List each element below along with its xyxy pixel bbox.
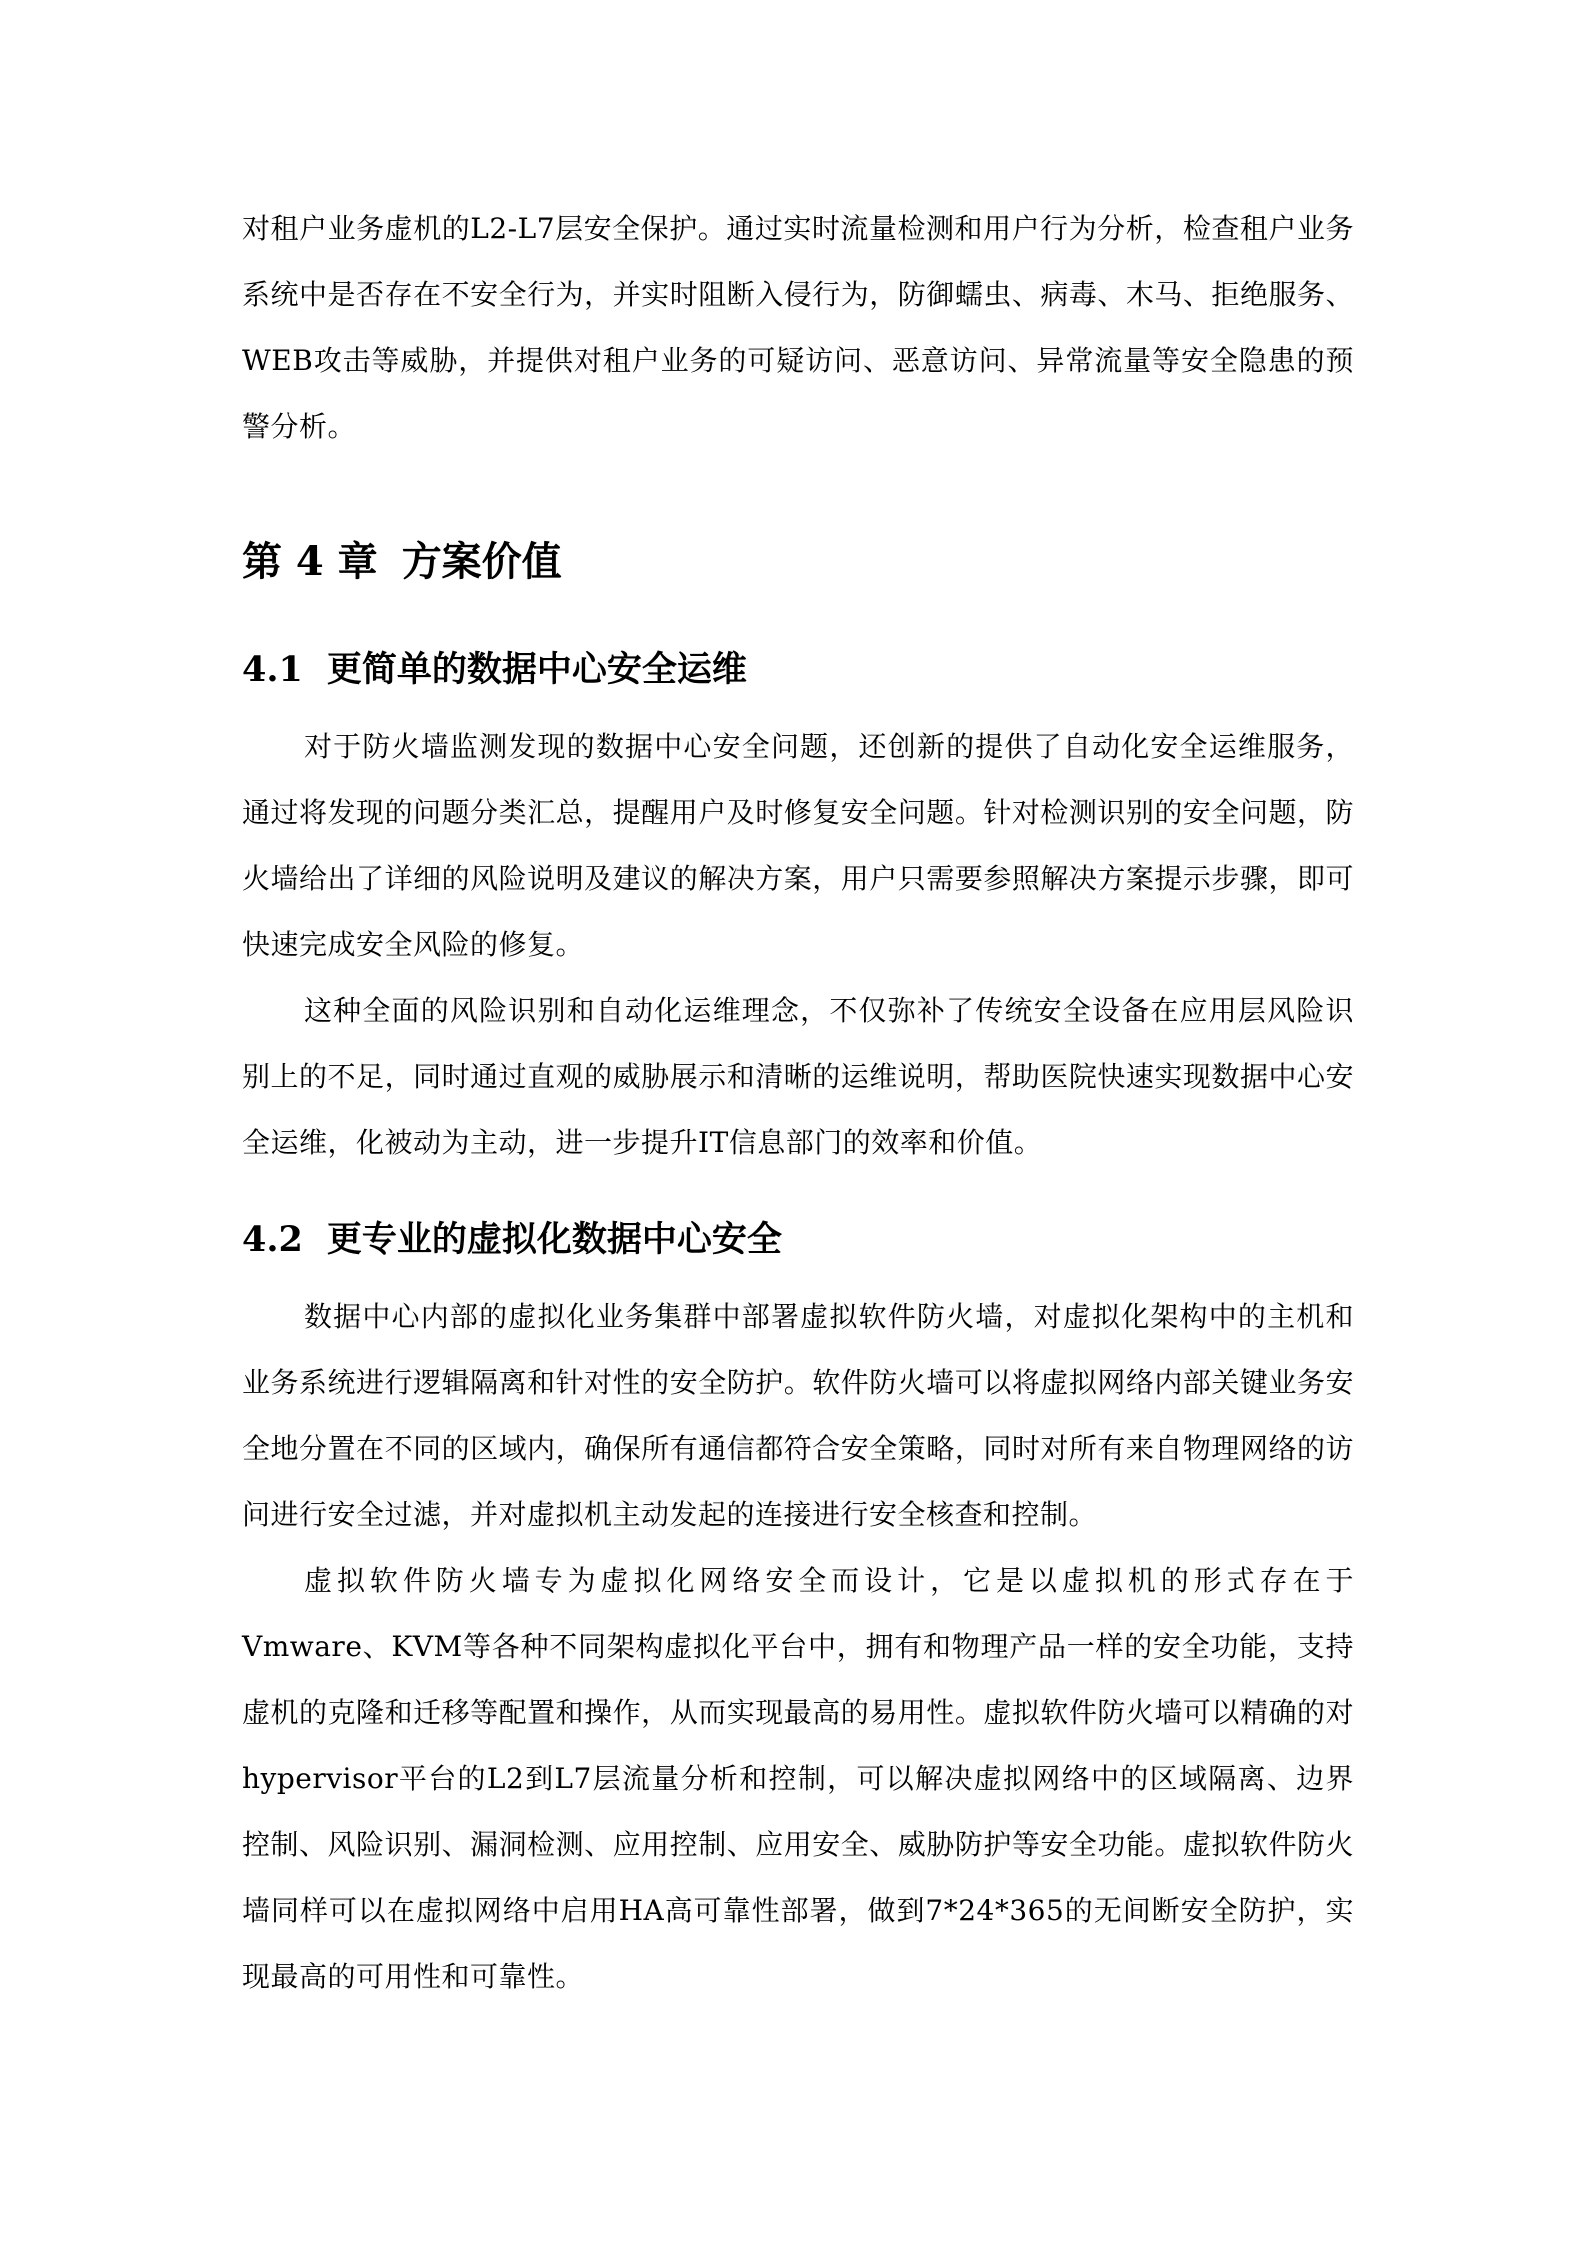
section-paragraph: 虚拟软件防火墙专为虚拟化网络安全而设计，它是以虚拟机的形式存在于Vmware、KVM等各种不同架构虚拟化平台中，拥有和物理产品一样的安全功能，支持虚机的克隆和迁移等配置和操作，从而实现最高的易用性。虚拟软件防火墙可以精确的对hypervisor平台的L2到L7层流量分析和控制，可以解决虚拟网络中的区域隔离、边界控制、风险识别、漏洞检测、应用控制、应用安全、威胁防护等安全功能。虚拟软件防火墙同样可以在虚拟网络中启用HA高可靠性部署，做到7*24*365的无间断安全防护，实现最高的可用性和可靠性。 xyxy=(242,1564,1354,1993)
section-paragraph: 数据中心内部的虚拟化业务集群中部署虚拟软件防火墙，对虚拟化架构中的主机和业务系统进行逻辑隔离和针对性的安全防护。软件防火墙可以将虚拟网络内部关键业务安全地分置在不同的区域内，确保所有通信都符合安全策略，同时对所有来自物理网络的访问进行安全过滤，并对虚拟机主动发起的连接进行安全核查和控制。 xyxy=(242,1300,1354,1531)
section-paragraph: 对于防火墙监测发现的数据中心安全问题，还创新的提供了自动化安全运维服务，通过将发现的问题分类汇总，提醒用户及时修复安全问题。针对检测识别的安全问题，防火墙给出了详细的风险说明及建议的解决方案，用户只需要参照解决方案提示步骤，即可快速完成安全风险的修复。 xyxy=(242,730,1354,961)
section-title: 更专业的虚拟化数据中心安全 xyxy=(326,1219,782,1260)
intro-paragraph: 对租户业务虚机的L2-L7层安全保护。通过实时流量检测和用户行为分析，检查租户业务系统中是否存在不安全行为，并实时阻断入侵行为，防御蠕虫、病毒、木马、拒绝服务、WEB攻击等威胁，并提供对租户业务的可疑访问、恶意访问、异常流量等安全隐患的预警分析。 xyxy=(242,212,1354,443)
section-title: 更简单的数据中心安全运维 xyxy=(326,649,747,690)
section-number: 4.1 xyxy=(242,649,303,690)
chapter-title: 方案价值 xyxy=(401,538,562,585)
section-heading-4-2 xyxy=(242,1202,1354,1278)
section-heading-4-1 xyxy=(242,632,1354,708)
section-number: 4.2 xyxy=(242,1219,303,1260)
chapter-number: 第 4 章 xyxy=(242,538,378,585)
section-paragraph: 这种全面的风险识别和自动化运维理念，不仅弥补了传统安全设备在应用层风险识别上的不足，同时通过直观的威胁展示和清晰的运维说明，帮助医院快速实现数据中心安全运维，化被动为主动，进一步提升IT信息部门的效率和价值。 xyxy=(242,994,1354,1159)
document-body xyxy=(242,196,1354,2010)
chapter-heading xyxy=(242,522,1354,602)
